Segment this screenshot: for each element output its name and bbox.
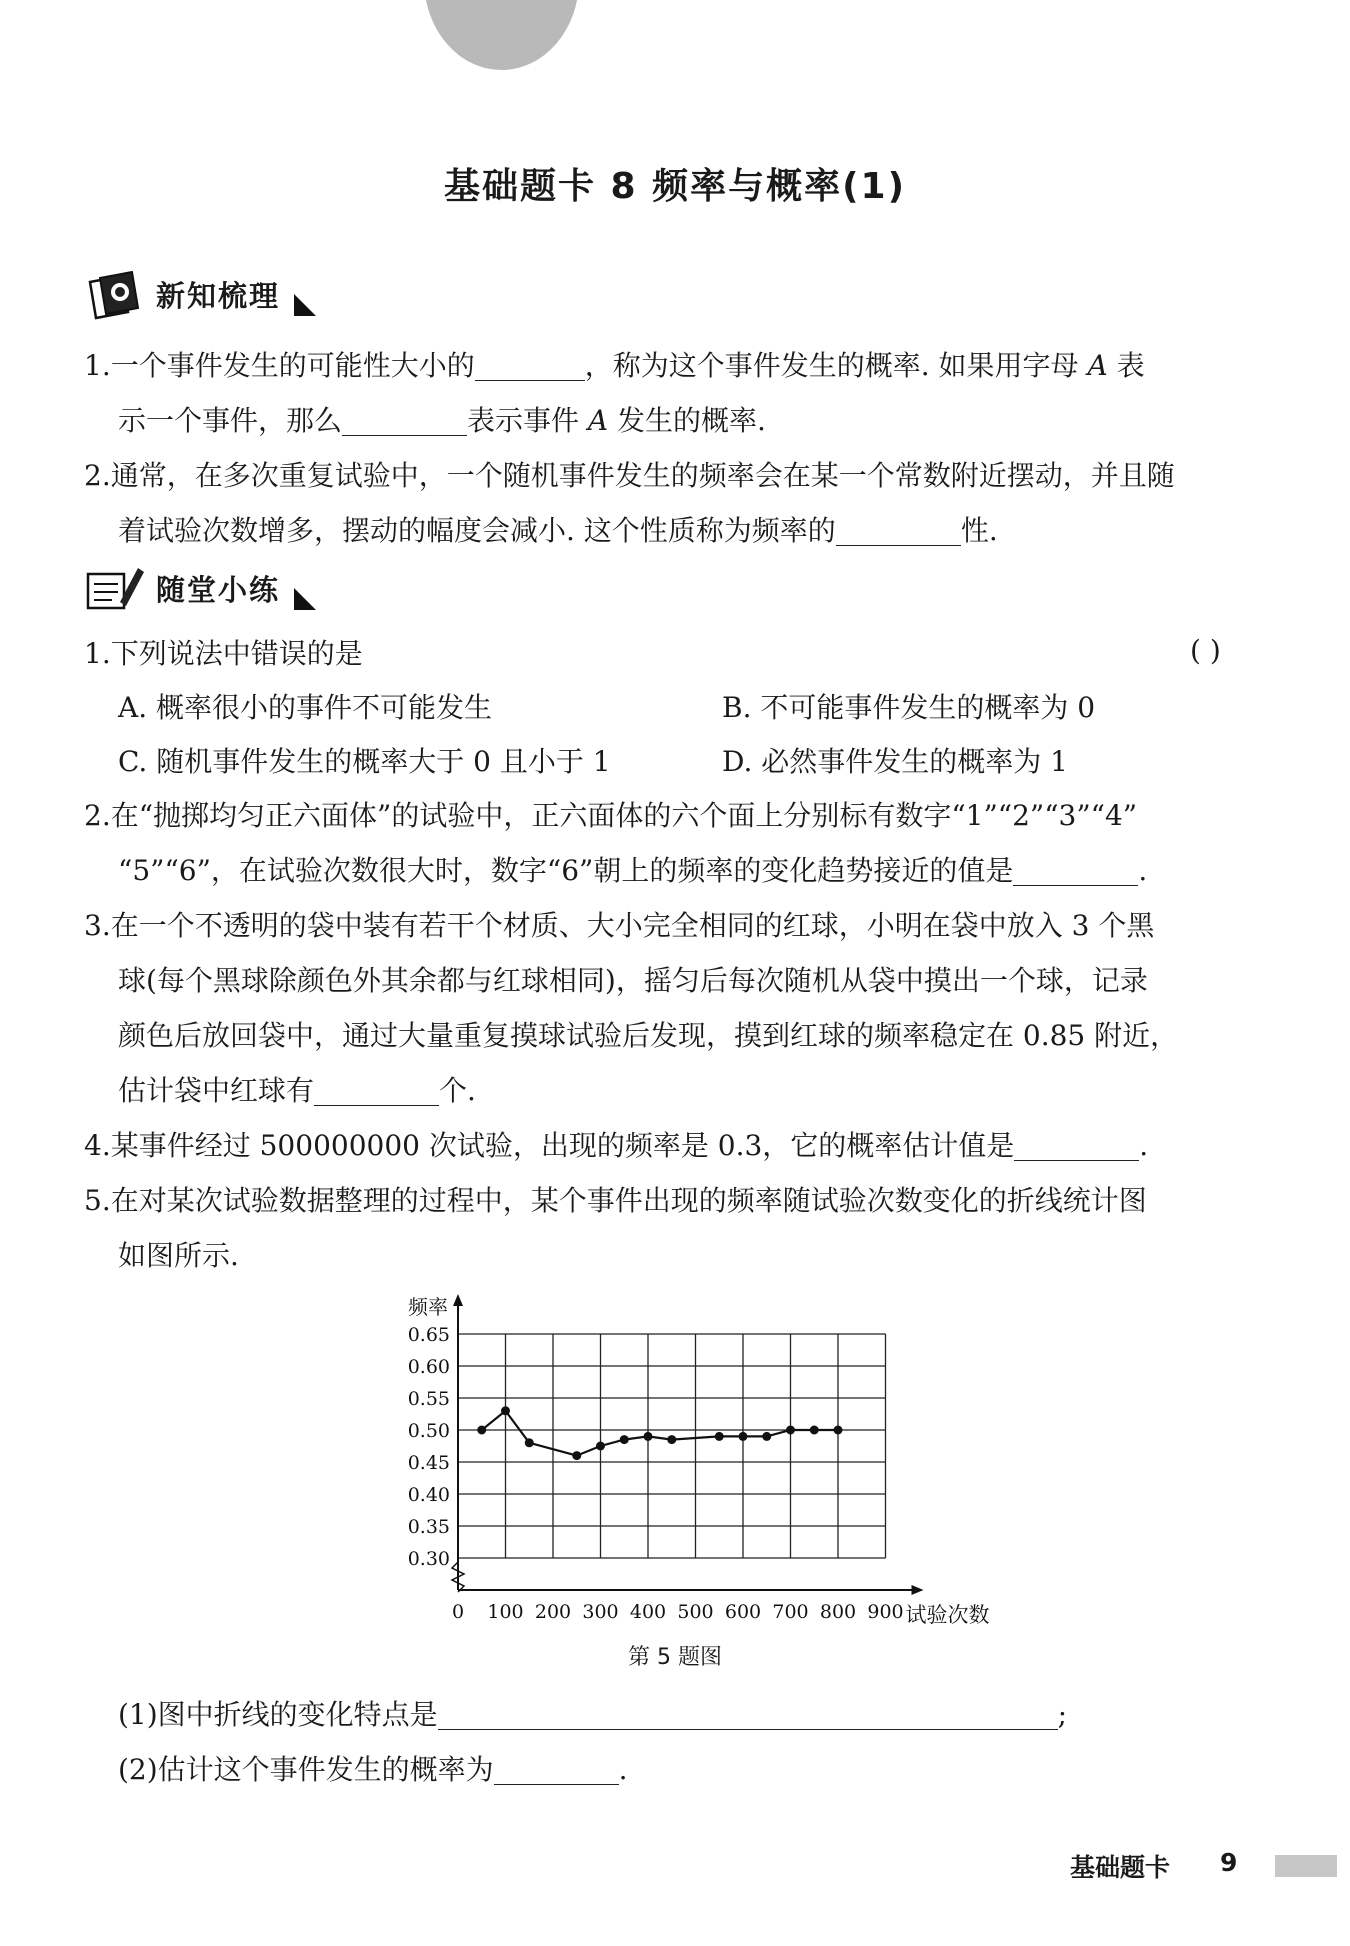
answer-parentheses[interactable]: ( ) <box>1190 634 1221 667</box>
y-tick-label: 0.30 <box>407 1548 450 1570</box>
footer-label: 基础题卡 <box>1070 1853 1171 1882</box>
section-title-new-knowledge: 新知梳理 <box>156 278 281 313</box>
answer-blank[interactable] <box>494 1752 619 1785</box>
knowledge-card-icon <box>84 268 146 320</box>
data-point <box>739 1432 748 1441</box>
option-d[interactable]: D. 必然事件发生的概率为 1 <box>722 745 1068 778</box>
y-tick-label: 0.40 <box>407 1484 450 1506</box>
x-tick-label: 900 <box>867 1601 904 1623</box>
practice-q1-stem: 1.下列说法中错误的是 <box>84 637 363 670</box>
y-tick-label: 0.65 <box>407 1324 450 1346</box>
practice-q5-line2: 如图所示. <box>118 1239 239 1272</box>
frequency-line-chart <box>380 1280 1020 1630</box>
data-point <box>762 1432 771 1441</box>
new-knowledge-item-1-line2: 示一个事件，那么 表示事件 A 发生的概率. <box>118 404 766 437</box>
practice-q2-line1: 2.在“抛掷均匀正六面体”的试验中，正六面体的六个面上分别标有数字“1”“2”“3”“4” <box>84 799 1138 832</box>
x-tick-label: 500 <box>677 1601 714 1623</box>
practice-q5-sub1: (1)图中折线的变化特点是 ; <box>118 1698 1068 1731</box>
x-tick-label: 200 <box>534 1601 572 1623</box>
y-axis-label: 频率 <box>408 1295 448 1319</box>
new-knowledge-item-1-line1: 1.一个事件发生的可能性大小的 ，称为这个事件发生的概率. 如果用字母 A 表 <box>84 349 1145 382</box>
data-point <box>834 1426 843 1435</box>
x-tick-label: 700 <box>772 1601 809 1623</box>
answer-blank[interactable] <box>1013 853 1138 886</box>
x-axis-arrow <box>912 1585 924 1595</box>
answer-blank[interactable] <box>475 348 585 381</box>
y-tick-label: 0.55 <box>407 1388 450 1410</box>
section-header-new-knowledge <box>84 268 316 320</box>
corner-triangle-icon <box>294 588 316 610</box>
data-point <box>644 1432 653 1441</box>
answer-blank[interactable] <box>342 403 467 436</box>
x-tick-label: 400 <box>629 1601 667 1623</box>
notebook-pencil-icon <box>84 562 146 614</box>
corner-triangle-icon <box>294 294 316 316</box>
option-a[interactable]: A. 概率很小的事件不可能发生 <box>118 691 493 724</box>
y-tick-label: 0.45 <box>407 1452 450 1474</box>
data-point <box>715 1432 724 1441</box>
data-point <box>501 1406 510 1415</box>
x-axis-label: 试验次数 <box>905 1603 990 1627</box>
practice-q5-sub2: (2)估计这个事件发生的概率为 . <box>118 1753 628 1786</box>
answer-blank[interactable] <box>438 1697 1058 1730</box>
chart-labels <box>408 1295 990 1627</box>
practice-q3-line1: 3.在一个不透明的袋中装有若干个材质、大小完全相同的红球，小明在袋中放入 3 个黑 <box>84 909 1155 942</box>
y-axis-arrow <box>453 1294 463 1306</box>
new-knowledge-item-2-line1: 2.通常，在多次重复试验中，一个随机事件发生的频率会在某一个常数附近摆动，并且随 <box>84 459 1175 492</box>
page-number: 9 <box>1220 1848 1238 1877</box>
answer-blank[interactable] <box>1014 1128 1139 1161</box>
new-knowledge-item-2-line2: 着试验次数增多，摆动的幅度会减小. 这个性质称为频率的 性. <box>118 514 998 547</box>
y-tick-label: 0.60 <box>407 1356 450 1378</box>
practice-q5-line1: 5.在对某次试验数据整理的过程中，某个事件出现的频率随试验次数变化的折线统计图 <box>84 1184 1147 1217</box>
option-c[interactable]: C. 随机事件发生的概率大于 0 且小于 1 <box>118 745 611 778</box>
data-point <box>525 1438 534 1447</box>
section-header-practice <box>84 562 316 614</box>
practice-q3-line4: 估计袋中红球有 个. <box>118 1074 476 1107</box>
figure-caption: 第 5 题图 <box>628 1645 722 1670</box>
data-point <box>572 1451 581 1460</box>
x-tick-label: 600 <box>724 1601 762 1623</box>
practice-q2-line2: “5”“6”，在试验次数很大时，数字“6”朝上的频率的变化趋势接近的值是 . <box>118 854 1148 887</box>
series-line <box>482 1411 838 1456</box>
data-point <box>620 1435 629 1444</box>
chart-axes <box>452 1294 924 1595</box>
decorative-circle <box>424 0 579 70</box>
practice-q3-line2: 球(每个黑球除颜色外其余都与红球相同)，摇匀后每次随机从袋中摸出一个球，记录 <box>118 964 1148 997</box>
data-point <box>667 1435 676 1444</box>
x-tick-label: 800 <box>819 1601 857 1623</box>
y-tick-label: 0.35 <box>407 1516 450 1538</box>
option-b[interactable]: B. 不可能事件发生的概率为 0 <box>722 691 1096 724</box>
y-tick-label: 0.50 <box>407 1420 450 1442</box>
x-tick-label: 100 <box>487 1601 524 1623</box>
answer-blank[interactable] <box>314 1073 439 1106</box>
data-point <box>786 1426 795 1435</box>
practice-q3-line3: 颜色后放回袋中，通过大量重复摸球试验后发现，摸到红球的频率稳定在 0.85 附近， <box>118 1019 1179 1052</box>
data-point <box>596 1442 605 1451</box>
page-title: 基础题卡 8 频率与概率(1) <box>443 166 907 207</box>
answer-blank[interactable] <box>836 513 961 546</box>
practice-q4: 4.某事件经过 500000000 次试验，出现的频率是 0.3，它的概率估计值是 . <box>84 1129 1149 1162</box>
chart-grid <box>458 1334 886 1558</box>
footer-tab-bar <box>1275 1855 1337 1877</box>
data-point <box>477 1426 486 1435</box>
section-title-practice: 随堂小练 <box>156 572 281 607</box>
x-tick-label: 0 <box>451 1601 465 1623</box>
x-tick-label: 300 <box>582 1601 619 1623</box>
chart-series <box>477 1406 842 1460</box>
data-point <box>810 1426 819 1435</box>
